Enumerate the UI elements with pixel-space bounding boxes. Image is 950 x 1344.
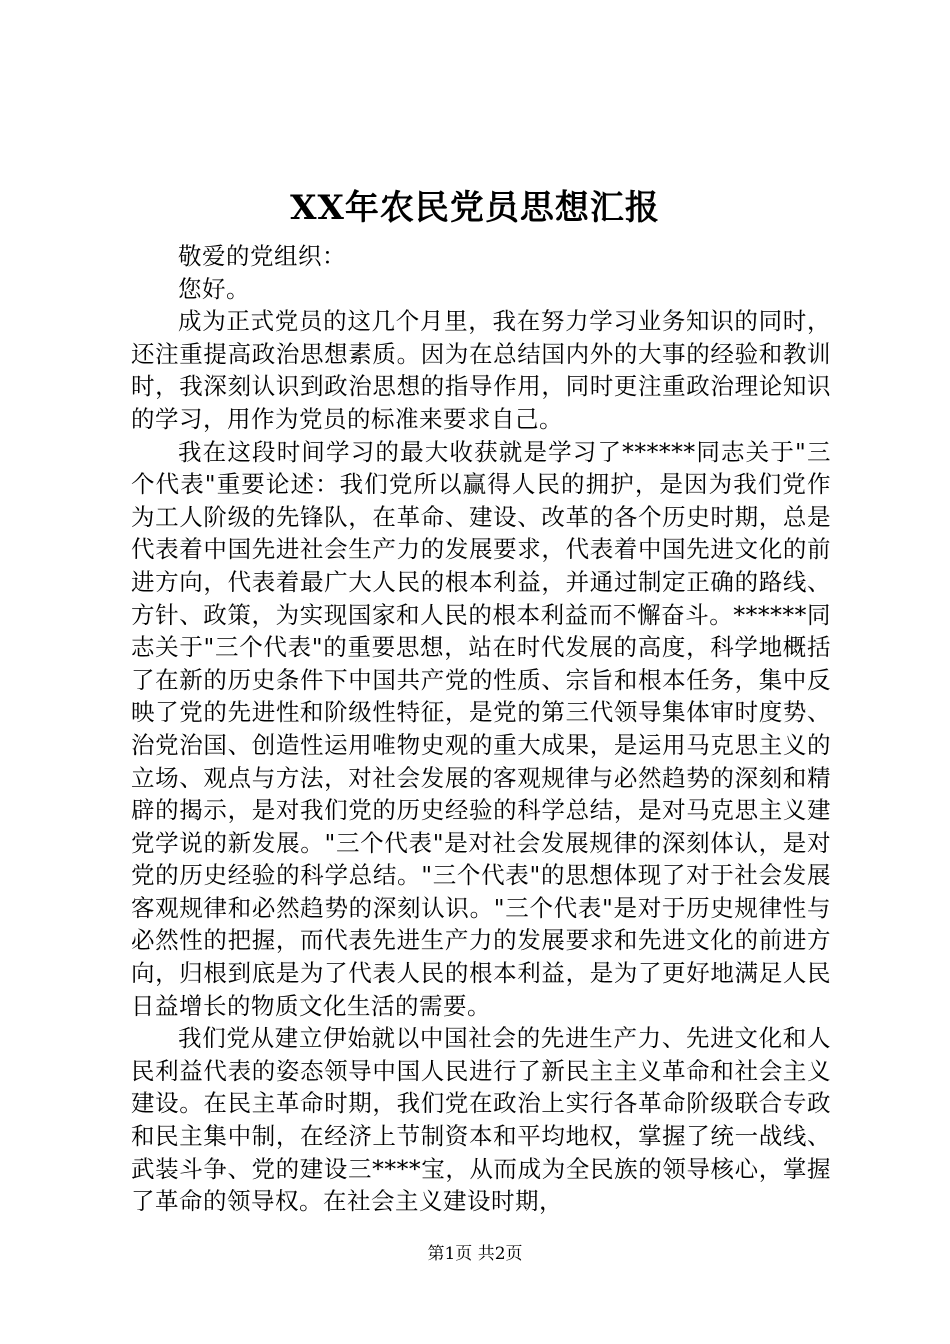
body-paragraph: 我们党从建立伊始就以中国社会的先进生产力、先进文化和人民利益代表的姿态领导中国人民进行了新民主主义革命和社会主义建设。在民主革命时期，我们党在政治上实行各革命阶级联合专政和民主集中制，在经济上节制资本和平均地权，掌握了统一战线、武装斗争、党的建设三****宝，从而成为全民族的领导核心，掌握了革命的领导权。在社会主义建设时期， [131, 1024, 831, 1216]
greeting: 您好。 [178, 274, 250, 303]
page-number-footer: 第1页 共2页 [427, 1244, 523, 1264]
document-title: XX年农民党员思想汇报 [290, 188, 660, 228]
body-paragraph: 成为正式党员的这几个月里，我在努力学习业务知识的同时，还注重提高政治思想素质。因为在总结国内外的大事的经验和教训时，我深刻认识到政治思想的指导作用，同时更注重政治理论知识的学习，用作为党员的标准来要求自己。 [131, 307, 831, 433]
salutation: 敬爱的党组织： [178, 242, 346, 270]
document-body [131, 240, 831, 1218]
body-paragraph: 我在这段时间学习的最大收获就是学习了******同志关于"三个代表"重要论述：我们党所以赢得人民的拥护，是因为我们党作为工人阶级的先锋队，在革命、建设、改革的各个历史时期，总是代表着中国先进社会生产力的发展要求，代表着中国先进文化的前进方向，代表着最广大人民的根本利益，并通过制定正确的路线、方针、政策，为实现国家和人民的根本利益而不懈奋斗。******同志关于"三个代表"的重要思想，站在时代发展的高度，科学地概括了在新的历史条件下中国共产党的性质、宗旨和根本任务，集中反映了党的先进性和阶级性特征，是党的第三代领导集体审时度势、治党治国、创造性运用唯物史观的重大成果，是运用马克思主义的立场、观点与方法，对社会发展的客观规律与必然趋势的深刻和精辟的揭示，是对我们党的历史经验的科学总结，是对马克思主义建党学说的新发展。"三个代表"是对社会发展规律的深刻体认，是对党的历史经验的科学总结。"三个代表"的思想体现了对于社会发展客观规律和必然趋势的深刻认识。"三个代表"是对于历史规律性与必然性的把握，而代表先进生产力的发展要求和先进文化的前进方向，归根到底是为了代表人民的根本利益，是为了更好地满足人民日益增长的物质文化生活的需要。 [131, 437, 831, 1020]
